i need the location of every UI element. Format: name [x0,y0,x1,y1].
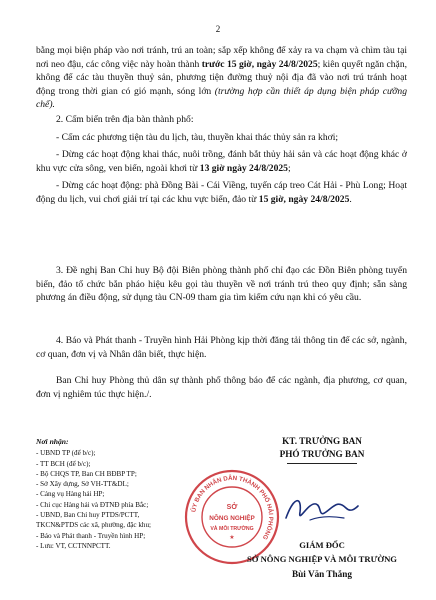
section-2-heading: 2. Cấm biển trên địa bàn thành phố: [56,114,194,125]
section-3 [36,264,407,305]
section-2-item-b-text: - Dừng các hoạt động khai thác, nuôi trồng, đánh bắt thủy hải sản và các hoạt động khác ở khu vực cửa sông, ven biển, ngoài khơi từ [36,149,407,174]
title-underline [287,463,357,464]
seal-ring-text: ỦY BAN NHÂN DÂN THÀNH PHỐ HẢI PHÒNG [190,474,275,541]
official-seal [184,469,280,565]
section-2-item-c-text: - Dừng các hoạt động: phà Đồng Bài - Cái Viềng, tuyến cáp treo Cát Hải - Phù Long; Hoạt động du lịch, vui chơi giải trí tại các khu vực biển, đảo từ [36,180,407,205]
recipient-item: - Chi cục Hàng hải và ĐTNĐ phía Bắc; [36,500,149,509]
recipient-item: - Cảng vụ Hàng hải HP; [36,490,105,499]
recipient-item: - Sở Xây dựng, Sở VH-TT&DL; [36,480,129,489]
seal-center-mid: NÔNG NGHIỆP [209,515,255,522]
section-2-item-c-end: . [349,193,352,205]
recipients-label: Nơi nhận: [36,437,69,446]
cont-deadline: trước 15 giờ, ngày 24/8/2025 [201,58,318,70]
closing-text: Ban Chỉ huy Phòng thủ dân sự thành phố thông báo để các ngành, địa phương, cơ quan, đơn vị nghiêm túc thực hiện./. [36,375,407,400]
handwritten-signature [280,490,360,530]
recipient-item: - Báo và Phát thanh - Truyền hình HP; [36,531,146,540]
section-2-item-c [36,179,407,206]
page-number: 2 [215,24,221,34]
recipient-item: - Lưu: VT, CCTNNPCTT. [36,541,111,550]
section-4-text: 4. Báo và Phát thanh - Truyền hình Hải Phòng kịp thời đăng tải thông tin để các sở, ngành, cơ quan, đơn vị và Nhân dân biết, thực hiện. [36,335,407,360]
recipient-item: - UBND, Ban Chỉ huy PTDS/PCTT, [36,511,140,520]
svg-text:★: ★ [229,535,235,541]
signer-title: GIÁM ĐỐC [299,540,345,550]
recipient-item: TKCN&PTDS các xã, phường, đặc khu; [36,521,151,530]
closing-paragraph [36,374,407,401]
section-2-item-a: - Cấm các phương tiện tàu du lịch, tàu, thuyền khai thác thủy sản ra khơi; [56,131,339,143]
cont-note: (trường hợp cần thiết áp dụng biện pháp cưỡng chế). [36,85,407,111]
section-2-item-c-deadline: 15 giờ, ngày 24/8/2025 [258,193,350,205]
seal-center-top: SỞ [226,504,238,511]
recipient-item: - UBND TP (để b/c); [36,449,96,458]
cont-text-a: bằng mọi biện pháp vào nơi tránh, trú an toàn; sắp xếp không để xảy ra va chạm và chìm tàu tại nơi neo đậu, các công việc này hoàn thành [36,45,407,70]
continued-paragraph [36,44,407,112]
signer-name: Bùi Văn Thắng [292,569,352,579]
signature-position: PHÓ TRƯỞNG BAN [279,449,365,459]
section-2-item-b [36,148,407,175]
seal-center-bot: VÀ MÔI TRƯỜNG [210,526,254,532]
section-2-item-b-deadline: 13 giờ ngày 24/8/2025 [199,162,288,174]
section-2 [36,113,407,207]
section-3-text: 3. Đề nghị Ban Chỉ huy Bộ đội Biên phòng thành phố chỉ đạo các Đồn Biên phòng tuyến biển, đảo tổ chức bắn pháo hiệu kêu gọi tàu thuyền về nơi tránh trú theo quy định; sẵn sàng phương án điều động, sử dụng tàu CN-09 tham gia tìm kiếm cứu nạn khi có yêu cầu. [36,265,407,304]
signature-authority: KT. TRƯỞNG BAN [282,436,362,446]
section-4 [36,334,407,361]
section-2-item-b-end: ; [287,162,291,174]
recipient-item: - Bộ CHQS TP, Ban CH BĐBP TP; [36,469,137,478]
cont-text-c: ; kiên quyết ngăn chặn, không để các tàu thuyền thuỷ sản, phương tiện đường thuỷ nội địa đã vào nơi trú tránh hoạt động trong thời gian có gió mạnh, sóng lớn [36,58,408,97]
signer-department: SỞ NÔNG NGHIỆP VÀ MÔI TRƯỜNG [246,554,397,564]
recipient-item: - TT BCH (để b/c); [36,459,91,468]
